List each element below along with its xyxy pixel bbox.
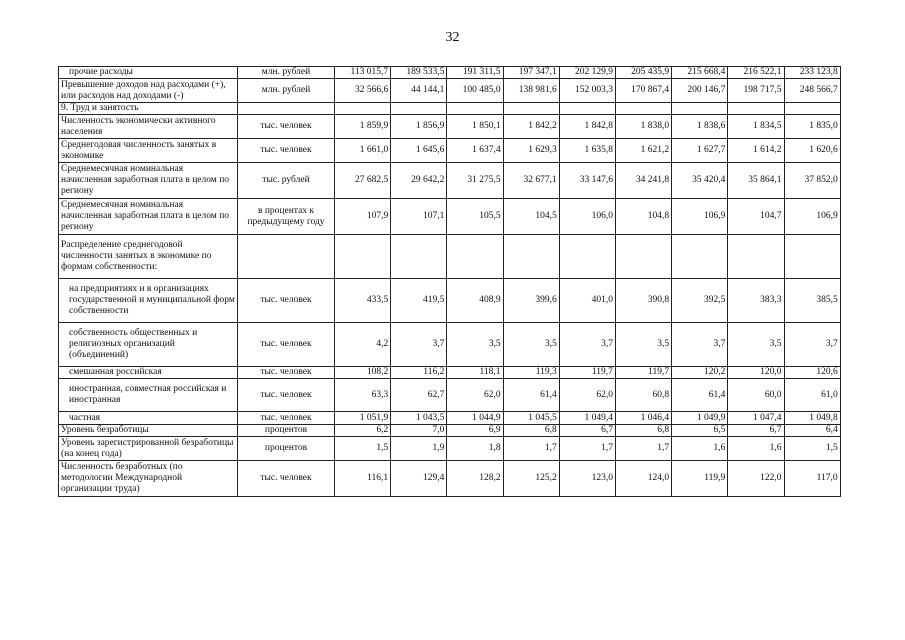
table-cell: 32 566,6 — [335, 79, 391, 103]
table-row — [59, 379, 841, 412]
table-cell: 1 049,9 — [672, 412, 728, 425]
table-cell: 233 123,8 — [784, 67, 840, 79]
row-unit: процентов — [238, 425, 335, 437]
table-cell: 1,8 — [447, 437, 503, 461]
row-unit: тыс. человек — [238, 379, 335, 412]
table-cell: 106,9 — [672, 199, 728, 235]
row-label: иностранная, совместная российская и иностранная — [59, 379, 238, 412]
row-unit — [238, 103, 335, 115]
table-cell: 1 637,4 — [447, 139, 503, 163]
row-label: Среднемесячная номинальная начисленная заработная плата в целом по региону — [59, 163, 238, 199]
table-cell — [784, 235, 840, 279]
row-label: 9. Труд и занятость — [59, 103, 238, 115]
table-cell — [615, 103, 671, 115]
table-cell: 215 668,4 — [672, 67, 728, 79]
statistics-table — [58, 66, 841, 497]
table-row — [59, 139, 841, 163]
table-cell: 7,0 — [391, 425, 447, 437]
table-cell — [728, 235, 784, 279]
table-cell: 1 838,6 — [672, 115, 728, 139]
table-cell: 248 566,7 — [784, 79, 840, 103]
table-row — [59, 67, 841, 79]
table-cell: 31 275,5 — [447, 163, 503, 199]
table-cell: 216 522,1 — [728, 67, 784, 79]
table-cell: 1 044,9 — [447, 412, 503, 425]
table-cell: 1 842,2 — [503, 115, 559, 139]
table-cell — [335, 103, 391, 115]
table-row — [59, 367, 841, 379]
table-cell: 6,8 — [615, 425, 671, 437]
table-cell: 124,0 — [615, 461, 671, 497]
table-cell: 1 049,8 — [784, 412, 840, 425]
table-cell: 6,9 — [447, 425, 503, 437]
table-row — [59, 437, 841, 461]
table-cell: 6,7 — [559, 425, 615, 437]
table-cell: 1 043,5 — [391, 412, 447, 425]
table-cell: 1,5 — [335, 437, 391, 461]
row-label: Численность экономически активного населения — [59, 115, 238, 139]
row-unit: тыс. человек — [238, 279, 335, 323]
table-cell: 1 635,8 — [559, 139, 615, 163]
table-cell: 37 852,0 — [784, 163, 840, 199]
table-cell: 1 859,9 — [335, 115, 391, 139]
table-cell: 122,0 — [728, 461, 784, 497]
table-cell: 61,4 — [672, 379, 728, 412]
table-cell: 1 842,8 — [559, 115, 615, 139]
table-cell: 104,8 — [615, 199, 671, 235]
row-unit: тыс. рублей — [238, 163, 335, 199]
table-cell: 1 834,5 — [728, 115, 784, 139]
table-cell: 123,0 — [559, 461, 615, 497]
table-cell — [503, 235, 559, 279]
table-cell: 116,2 — [391, 367, 447, 379]
table-cell — [672, 235, 728, 279]
table-cell: 6,5 — [672, 425, 728, 437]
table-cell: 1 047,4 — [728, 412, 784, 425]
table-cell: 408,9 — [447, 279, 503, 323]
table-cell: 120,2 — [672, 367, 728, 379]
table-cell — [559, 235, 615, 279]
row-label: Среднегодовая численность занятых в экономике — [59, 139, 238, 163]
table-cell: 1,6 — [728, 437, 784, 461]
table-row — [59, 279, 841, 323]
table-cell: 120,0 — [728, 367, 784, 379]
table-cell: 1 838,0 — [615, 115, 671, 139]
table-cell: 62,0 — [447, 379, 503, 412]
table-cell: 1 661,0 — [335, 139, 391, 163]
table-cell: 419,5 — [391, 279, 447, 323]
table-cell: 104,7 — [728, 199, 784, 235]
table-cell: 29 642,2 — [391, 163, 447, 199]
row-label: Среднемесячная номинальная начисленная заработная плата в целом по региону — [59, 199, 238, 235]
table-cell: 44 144,1 — [391, 79, 447, 103]
table-cell: 1,7 — [559, 437, 615, 461]
table-cell: 120,6 — [784, 367, 840, 379]
row-unit: процентов — [238, 437, 335, 461]
table-cell: 3,5 — [503, 323, 559, 367]
table-cell: 189 533,5 — [391, 67, 447, 79]
table-cell: 1,7 — [615, 437, 671, 461]
table-cell: 1 627,7 — [672, 139, 728, 163]
table-cell — [447, 235, 503, 279]
table-row — [59, 235, 841, 279]
table-cell: 119,9 — [672, 461, 728, 497]
table-cell: 60,8 — [615, 379, 671, 412]
row-label: собственность общественных и религиозных организаций (объединений) — [59, 323, 238, 367]
table-cell: 32 677,1 — [503, 163, 559, 199]
table-cell: 138 981,6 — [503, 79, 559, 103]
table-cell: 34 241,8 — [615, 163, 671, 199]
table-cell: 1 629,3 — [503, 139, 559, 163]
row-unit: тыс. человек — [238, 139, 335, 163]
table-cell: 1,9 — [391, 437, 447, 461]
table-cell: 125,2 — [503, 461, 559, 497]
table-cell: 197 347,1 — [503, 67, 559, 79]
table-cell: 118,1 — [447, 367, 503, 379]
table-cell: 399,6 — [503, 279, 559, 323]
table-cell: 105,5 — [447, 199, 503, 235]
table-cell: 191 311,5 — [447, 67, 503, 79]
table-cell: 1,7 — [503, 437, 559, 461]
table-cell: 3,7 — [784, 323, 840, 367]
table-cell: 392,5 — [672, 279, 728, 323]
table-cell: 1 049,4 — [559, 412, 615, 425]
table-cell: 1 835,0 — [784, 115, 840, 139]
table-cell: 1 621,2 — [615, 139, 671, 163]
table-cell: 104,5 — [503, 199, 559, 235]
table-cell — [447, 103, 503, 115]
table-cell: 106,0 — [559, 199, 615, 235]
table-cell: 1 045,5 — [503, 412, 559, 425]
table-row — [59, 323, 841, 367]
row-unit: тыс. человек — [238, 115, 335, 139]
table-cell: 6,4 — [784, 425, 840, 437]
table-cell: 6,7 — [728, 425, 784, 437]
row-unit — [238, 235, 335, 279]
table-cell — [391, 235, 447, 279]
table-cell — [391, 103, 447, 115]
table-cell — [559, 103, 615, 115]
table-cell: 202 129,9 — [559, 67, 615, 79]
row-unit: млн. рублей — [238, 67, 335, 79]
table-cell: 117,0 — [784, 461, 840, 497]
row-label: прочие расходы — [59, 67, 238, 79]
table-cell: 128,2 — [447, 461, 503, 497]
table-cell: 62,0 — [559, 379, 615, 412]
table-cell — [784, 103, 840, 115]
table-cell: 3,5 — [615, 323, 671, 367]
table-cell: 205 435,9 — [615, 67, 671, 79]
row-unit: тыс. человек — [238, 461, 335, 497]
table-row — [59, 412, 841, 425]
table-cell: 3,5 — [728, 323, 784, 367]
table-cell — [728, 103, 784, 115]
table-cell: 61,4 — [503, 379, 559, 412]
table-cell: 63,3 — [335, 379, 391, 412]
row-unit: тыс. человек — [238, 412, 335, 425]
table-cell: 27 682,5 — [335, 163, 391, 199]
table-cell: 1 620,6 — [784, 139, 840, 163]
table-cell: 6,8 — [503, 425, 559, 437]
table-cell: 60,0 — [728, 379, 784, 412]
table-cell: 6,2 — [335, 425, 391, 437]
row-label: Распределение среднегодовой численности занятых в экономике по формам собственности: — [59, 235, 238, 279]
row-label: Уровень зарегистрированной безработицы (на конец года) — [59, 437, 238, 461]
table-cell: 390,8 — [615, 279, 671, 323]
row-label: частная — [59, 412, 238, 425]
table-cell: 3,5 — [447, 323, 503, 367]
table-row — [59, 199, 841, 235]
table-row — [59, 425, 841, 437]
table-cell: 3,7 — [672, 323, 728, 367]
table-cell: 107,9 — [335, 199, 391, 235]
table-cell: 119,7 — [615, 367, 671, 379]
table-cell: 1,5 — [784, 437, 840, 461]
table-row — [59, 115, 841, 139]
table-cell: 116,1 — [335, 461, 391, 497]
table-cell — [503, 103, 559, 115]
table-cell: 119,3 — [503, 367, 559, 379]
table-row — [59, 163, 841, 199]
table-cell: 401,0 — [559, 279, 615, 323]
table-cell: 108,2 — [335, 367, 391, 379]
row-label: на предприятиях и в организациях государственной и муниципальной форм собственности — [59, 279, 238, 323]
table-cell: 62,7 — [391, 379, 447, 412]
row-unit: млн. рублей — [238, 79, 335, 103]
table-cell: 3,7 — [559, 323, 615, 367]
row-unit: в процентах к предыдущему году — [238, 199, 335, 235]
table-cell: 1 614,2 — [728, 139, 784, 163]
table-cell — [615, 235, 671, 279]
table-cell: 119,7 — [559, 367, 615, 379]
table-cell: 33 147,6 — [559, 163, 615, 199]
row-unit: тыс. человек — [238, 367, 335, 379]
table-cell: 35 420,4 — [672, 163, 728, 199]
table-cell: 170 867,4 — [615, 79, 671, 103]
table-cell: 35 864,1 — [728, 163, 784, 199]
table-cell: 113 015,7 — [335, 67, 391, 79]
table-cell: 61,0 — [784, 379, 840, 412]
table-cell: 1 856,9 — [391, 115, 447, 139]
table-cell: 1 051,9 — [335, 412, 391, 425]
table-cell: 100 485,0 — [447, 79, 503, 103]
table-cell — [335, 235, 391, 279]
table-cell: 433,5 — [335, 279, 391, 323]
table-row — [59, 79, 841, 103]
table-cell: 383,3 — [728, 279, 784, 323]
page-number: 32 — [445, 30, 460, 45]
table-cell: 385,5 — [784, 279, 840, 323]
row-label: Превышение доходов над расходами (+), или расходов над доходами (-) — [59, 79, 238, 103]
row-label: Уровень безработицы — [59, 425, 238, 437]
row-label: смешанная российская — [59, 367, 238, 379]
table-cell: 106,9 — [784, 199, 840, 235]
table-cell: 107,1 — [391, 199, 447, 235]
table-cell: 152 003,3 — [559, 79, 615, 103]
table-row — [59, 461, 841, 497]
table-cell: 1 046,4 — [615, 412, 671, 425]
table-cell: 1,6 — [672, 437, 728, 461]
table-cell — [672, 103, 728, 115]
table-cell: 1 850,1 — [447, 115, 503, 139]
row-unit: тыс. человек — [238, 323, 335, 367]
row-label: Численность безработных (по методологии Международной организации труда) — [59, 461, 238, 497]
table-cell: 198 717,5 — [728, 79, 784, 103]
table-cell: 129,4 — [391, 461, 447, 497]
table-row — [59, 103, 841, 115]
table-cell: 1 645,6 — [391, 139, 447, 163]
table-cell: 4,2 — [335, 323, 391, 367]
table-cell: 200 146,7 — [672, 79, 728, 103]
table-cell: 3,7 — [391, 323, 447, 367]
